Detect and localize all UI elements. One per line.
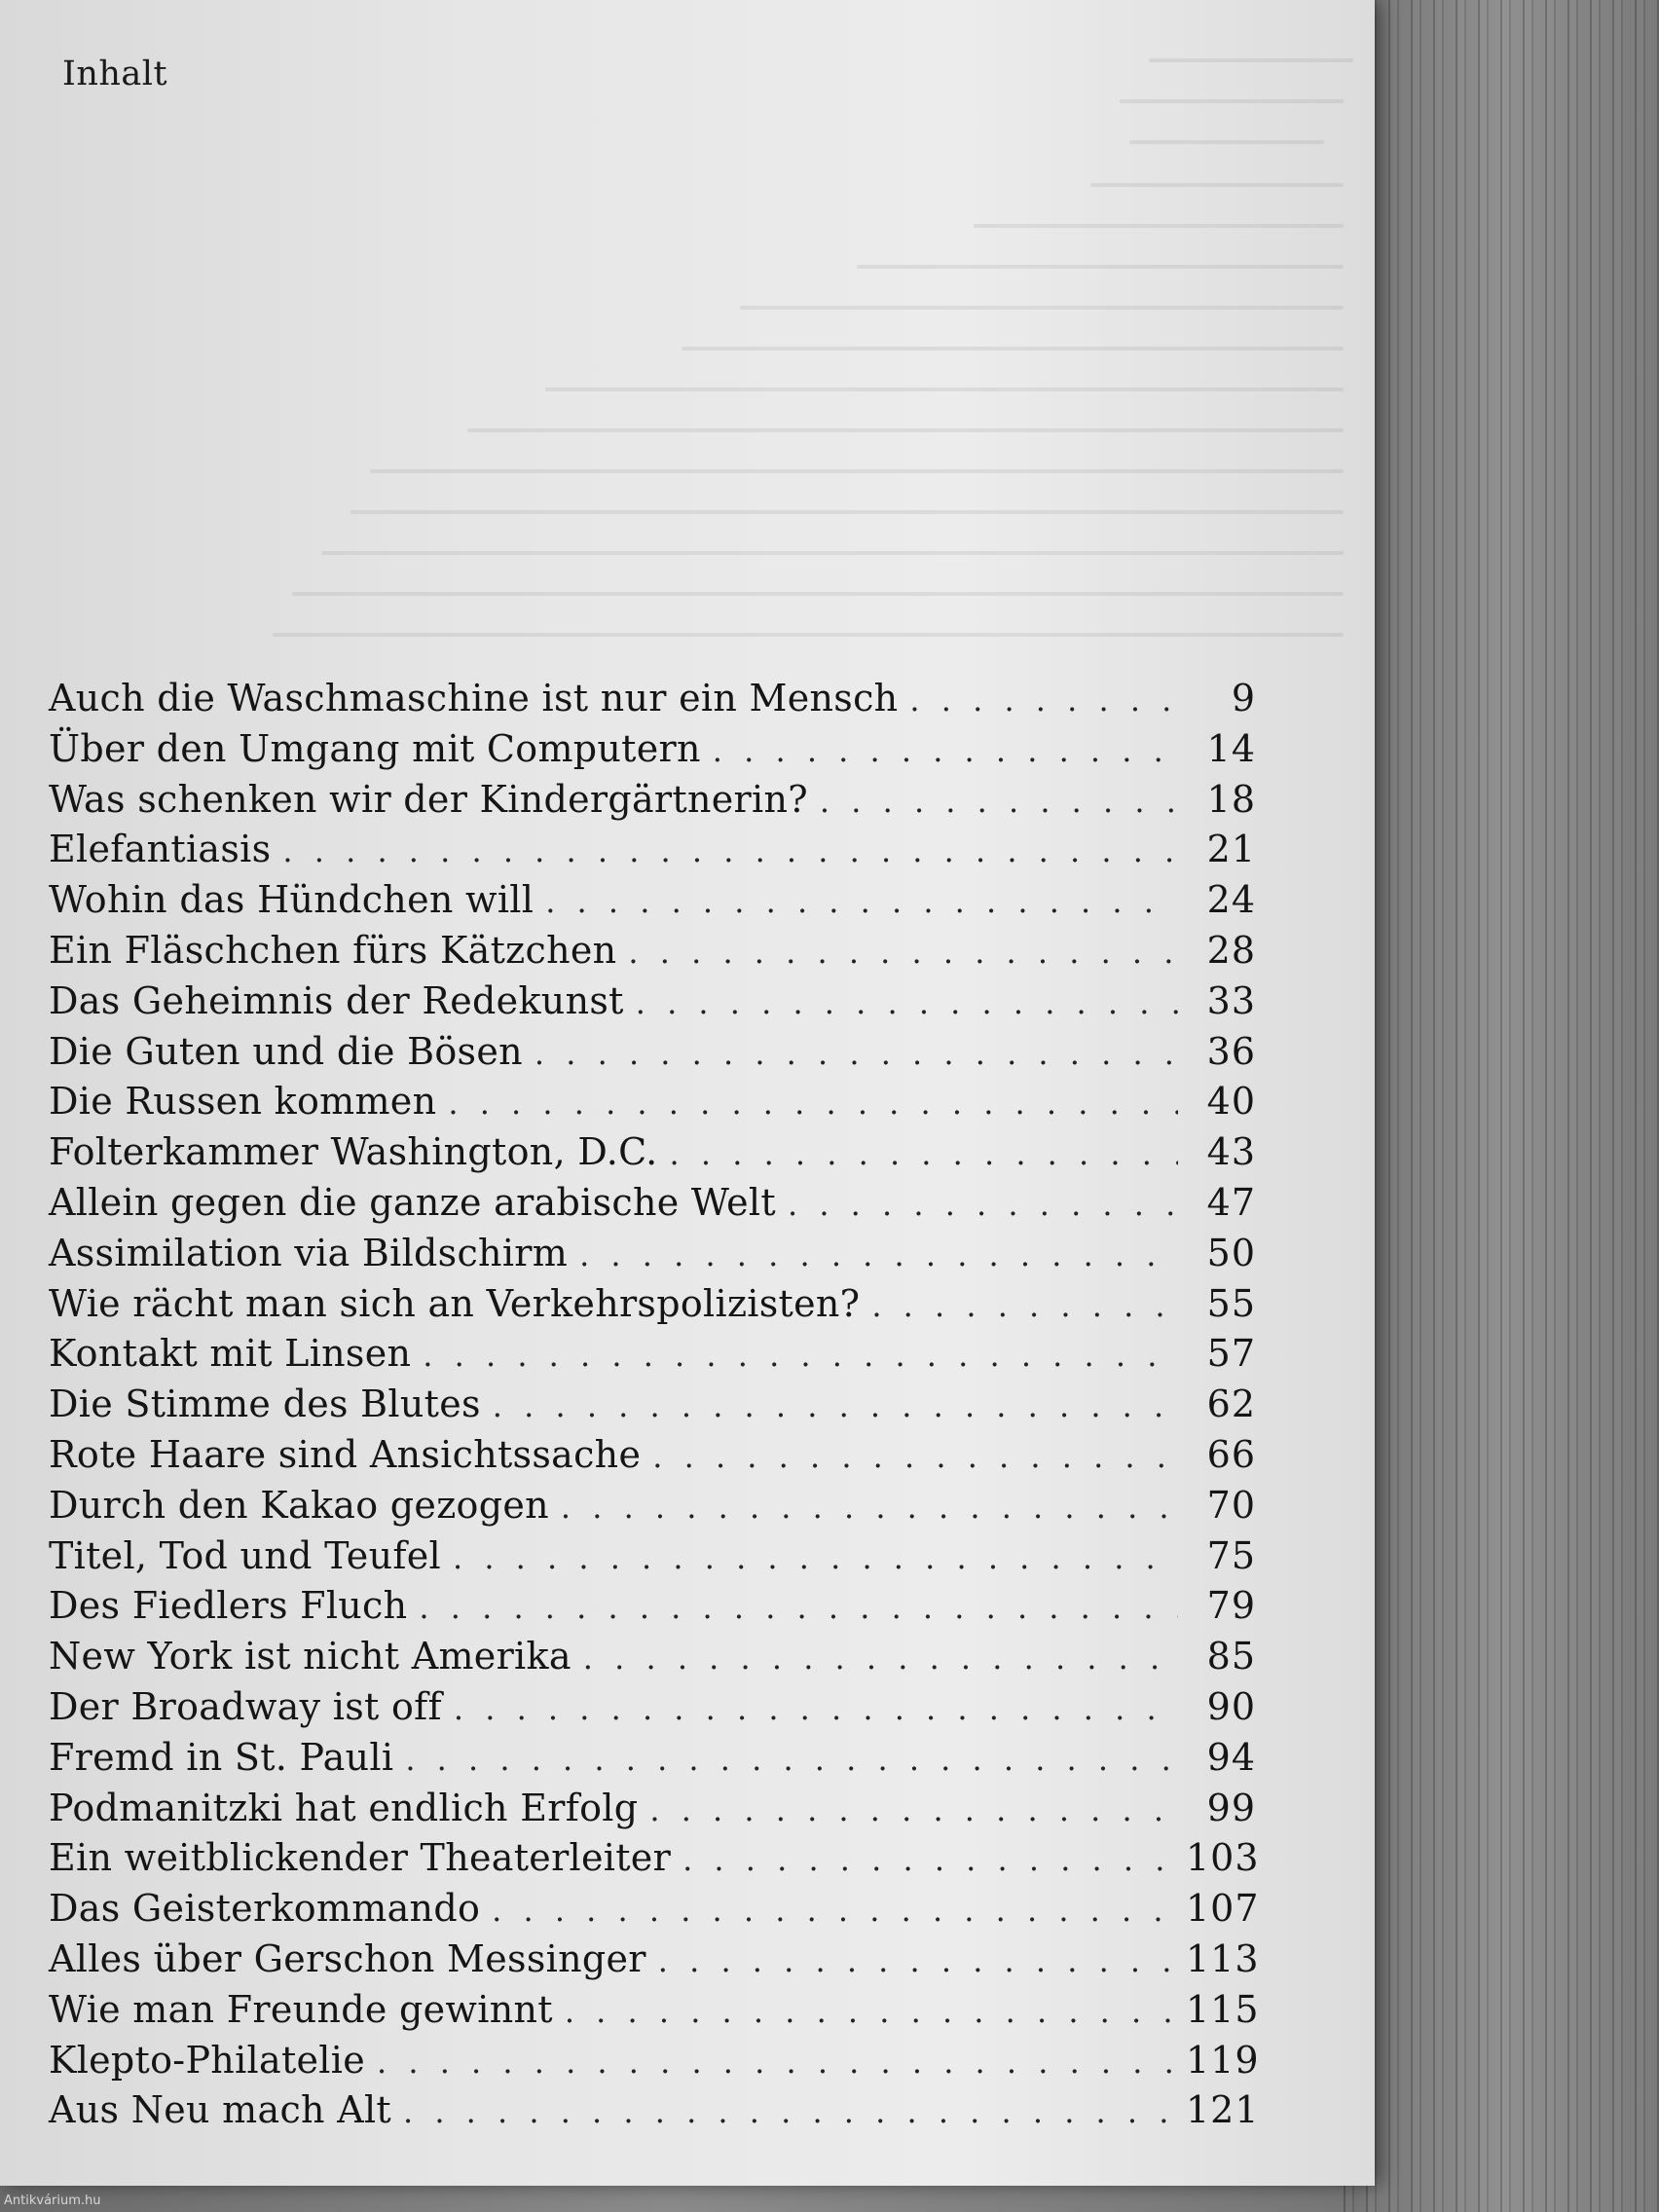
table-of-contents (49, 674, 1260, 2136)
toc-entry (49, 1733, 1256, 1784)
toc-entry-title: Das Geheimnis der Redekunst (49, 978, 624, 1022)
toc-leader-dots (453, 1533, 1178, 1584)
toc-entry-page: 62 (1206, 1382, 1256, 1426)
toc-entry-page: 94 (1206, 1735, 1256, 1779)
toc-leader-dots (493, 1382, 1178, 1432)
toc-entry-title: Die Guten und die Bösen (49, 1029, 523, 1073)
toc-leader-dots (545, 877, 1178, 928)
toc-entry (49, 1077, 1256, 1127)
toc-entry-page: 113 (1186, 1936, 1260, 1980)
toc-entry (49, 875, 1256, 926)
toc-leader-dots (649, 1786, 1178, 1836)
toc-entry (49, 1481, 1256, 1531)
toc-entry-title: Wie rächt man sich an Verkehrspolizisten? (49, 1281, 861, 1325)
toc-leader-dots (788, 1180, 1178, 1231)
toc-entry-title: Podmanitzki hat endlich Erfolg (49, 1786, 639, 1829)
toc-leader-dots (377, 2038, 1178, 2088)
toc-entry-page: 66 (1206, 1432, 1256, 1476)
toc-entry-page: 70 (1206, 1483, 1256, 1527)
toc-entry (49, 1581, 1256, 1632)
toc-entry (49, 1682, 1256, 1733)
toc-entry-page: 33 (1206, 978, 1256, 1022)
toc-entry-page: 50 (1206, 1231, 1256, 1274)
toc-leader-dots (713, 726, 1178, 777)
toc-entry (49, 775, 1256, 826)
toc-entry-title: Assimilation via Bildschirm (49, 1231, 569, 1274)
toc-leader-dots (909, 676, 1178, 726)
watermark: Antikvárium.hu (4, 2194, 101, 2208)
toc-entry-title: Auch die Waschmaschine ist nur ein Mensch (49, 677, 899, 719)
toc-entry-page: 47 (1206, 1180, 1256, 1224)
toc-entry (49, 1127, 1256, 1178)
toc-leader-dots (423, 1331, 1178, 1382)
toc-entry (49, 724, 1256, 775)
toc-leader-dots (658, 1936, 1178, 1987)
toc-entry-page: 103 (1186, 1836, 1260, 1880)
toc-entry (49, 1279, 1256, 1330)
toc-entry-title: Wohin das Hündchen will (49, 878, 535, 922)
toc-entry-page: 107 (1186, 1887, 1260, 1931)
toc-entry-title: Folterkammer Washington, D.C. (49, 1130, 658, 1174)
toc-entry (49, 1884, 1260, 1935)
toc-entry-title: Die Stimme des Blutes (49, 1382, 481, 1426)
toc-leader-dots (282, 827, 1178, 877)
toc-entry (49, 1531, 1256, 1582)
toc-entry-page: 115 (1186, 1987, 1260, 2031)
toc-entry-page: 99 (1206, 1786, 1256, 1829)
toc-entry-title: Über den Umgang mit Computern (49, 726, 701, 770)
toc-entry-title: Die Russen kommen (49, 1080, 437, 1124)
toc-leader-dots (682, 1835, 1178, 1886)
toc-entry (49, 1178, 1256, 1229)
toc-entry (49, 977, 1256, 1027)
toc-entry-page: 14 (1206, 726, 1256, 770)
toc-entry-title: Kontakt mit Linsen (49, 1332, 412, 1376)
toc-leader-dots (636, 978, 1178, 1029)
toc-entry-page: 24 (1206, 878, 1256, 922)
toc-entry-title: Allein gegen die ganze arabische Welt (49, 1180, 776, 1224)
toc-entry-title: Wie man Freunde gewinnt (49, 1987, 553, 2031)
toc-leader-dots (405, 1735, 1178, 1786)
toc-entry (49, 1027, 1256, 1078)
toc-leader-dots (448, 1079, 1178, 1129)
toc-entry-page: 121 (1186, 2088, 1260, 2132)
toc-entry-title: Des Fiedlers Fluch (49, 1584, 408, 1628)
toc-entry-page: 79 (1206, 1584, 1256, 1628)
toc-leader-dots (579, 1231, 1178, 1281)
toc-entry-title: Ein weitblickender Theaterleiter (49, 1836, 672, 1880)
toc-entry (49, 1833, 1260, 1884)
toc-leader-dots (670, 1129, 1178, 1180)
toc-leader-dots (561, 1483, 1178, 1533)
toc-entry-page: 55 (1206, 1281, 1256, 1325)
toc-leader-dots (871, 1281, 1178, 1332)
toc-leader-dots (583, 1634, 1178, 1684)
toc-leader-dots (419, 1583, 1178, 1634)
toc-entry-title: Der Broadway ist off (49, 1684, 442, 1728)
toc-entry-page: 21 (1206, 828, 1256, 871)
toc-entry (49, 2085, 1260, 2136)
toc-entry-title: Rote Haare sind Ansichtssache (49, 1432, 642, 1476)
toc-leader-dots (565, 1987, 1178, 2038)
toc-entry-page: 40 (1206, 1080, 1256, 1124)
toc-entry-page: 9 (1231, 677, 1256, 719)
page-title: Inhalt (62, 55, 168, 93)
toc-entry (49, 1229, 1256, 1279)
wooden-surface (1344, 0, 1659, 2212)
toc-leader-dots (652, 1432, 1178, 1483)
toc-entry-title: Elefantiasis (49, 828, 272, 871)
toc-entry-title: Ein Fläschchen fürs Kätzchen (49, 928, 617, 972)
toc-leader-dots (628, 928, 1178, 978)
toc-leader-dots (403, 2087, 1178, 2138)
toc-entry-page: 36 (1206, 1029, 1256, 1073)
toc-entry-title: Klepto-Philatelie (49, 2038, 366, 2082)
toc-entry (49, 1380, 1256, 1430)
show-through-text (0, 0, 1375, 682)
toc-entry (49, 825, 1256, 875)
toc-entry-page: 75 (1206, 1533, 1256, 1577)
toc-leader-dots (454, 1684, 1178, 1735)
toc-entry (49, 1329, 1256, 1380)
toc-entry-page: 85 (1206, 1635, 1256, 1678)
toc-entry (49, 1985, 1260, 2036)
toc-entry-page: 18 (1206, 777, 1256, 821)
toc-entry-page: 57 (1206, 1332, 1256, 1376)
toc-entry-page: 28 (1206, 928, 1256, 972)
toc-entry (49, 1430, 1256, 1481)
toc-entry-page: 90 (1206, 1684, 1256, 1728)
toc-leader-dots (535, 1029, 1178, 1080)
toc-leader-dots (492, 1886, 1178, 1936)
toc-entry-title: Alles über Gerschon Messinger (49, 1936, 646, 1980)
toc-entry-page: 119 (1186, 2038, 1260, 2082)
toc-entry (49, 1632, 1256, 1682)
toc-leader-dots (820, 777, 1178, 828)
toc-entry (49, 1935, 1260, 1985)
toc-entry-title: Was schenken wir der Kindergärtnerin? (49, 777, 808, 821)
toc-entry-title: Das Geisterkommando (49, 1887, 481, 1931)
toc-entry-title: Titel, Tod und Teufel (49, 1533, 441, 1577)
toc-entry-title: Aus Neu mach Alt (49, 2088, 391, 2132)
toc-entry-title: Fremd in St. Pauli (49, 1735, 394, 1779)
toc-entry-title: Durch den Kakao gezogen (49, 1483, 549, 1527)
toc-entry (49, 674, 1256, 724)
toc-entry (49, 1784, 1256, 1834)
toc-entry (49, 926, 1256, 977)
toc-entry-title: New York ist nicht Amerika (49, 1635, 571, 1678)
toc-entry (49, 2036, 1260, 2086)
toc-entry-page: 43 (1206, 1130, 1256, 1174)
